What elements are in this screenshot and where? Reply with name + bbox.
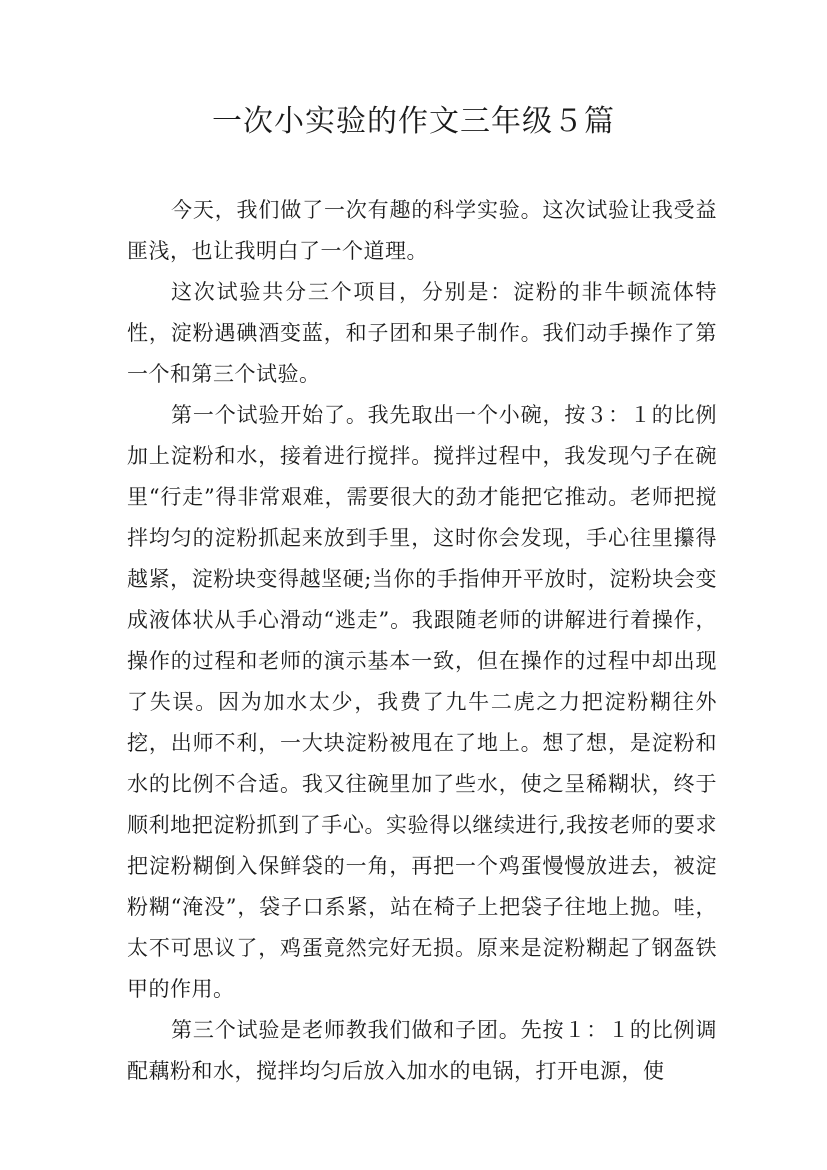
document-title: 一次小实验的作文三年级５篇: [212, 104, 615, 139]
paragraph-3: 第一个试验开始了。我先取出一个小碗，按３：１的比例加上淀粉和水，接着进行搅拌。搅拌过程中，我发现勺子在碗里“行走”得非常艰难，需要很大的劲才能把它推动。老师把搅拌均匀的淀粉抓起来放到手里，这时你会发现，手心往里攥得越紧，淀粉块变得越坚硬;当你的手指伸开平放时，淀粉块会变成液体状从手心滑动“逃走”。我跟随老师的讲解进行着操作，操作的过程和老师的演示基本一致，但在操作的过程中却出现了失误。因为加水太少，我费了九牛二虎之力把淀粉糊往外挖，出师不利，一大块淀粉被甩在了地上。想了想，是淀粉和水的比例不合适。我又往碗里加了些水，使之呈稀糊状，终于顺利地把淀粉抓到了手心。实验得以继续进行,我按老师的要求把淀粉糊倒入保鲜袋的一角，再把一个鸡蛋慢慢放进去，被淀粉糊“淹没”，袋子口系紧，站在椅子上把袋子往地上抛。哇，太不可思议了，鸡蛋竟然完好无损。原来是淀粉糊起了钢盔铁甲的作用。: [127, 403, 717, 1001]
paragraph-1: 今天，我们做了一次有趣的科学实验。这次试验让我受益匪浅，也让我明白了一个道理。: [127, 198, 717, 263]
paragraph-2: 这次试验共分三个项目，分别是：淀粉的非牛顿流体特性，淀粉遇碘酒变蓝，和子团和果子制作。我们动手操作了第一个和第三个试验。: [127, 280, 717, 386]
document-body: [127, 190, 717, 1092]
paragraph-4: 第三个试验是老师教我们做和子团。先按１：１的比例调配藕粉和水，搅拌均匀后放入加水的电锅，打开电源，使: [127, 1018, 717, 1083]
